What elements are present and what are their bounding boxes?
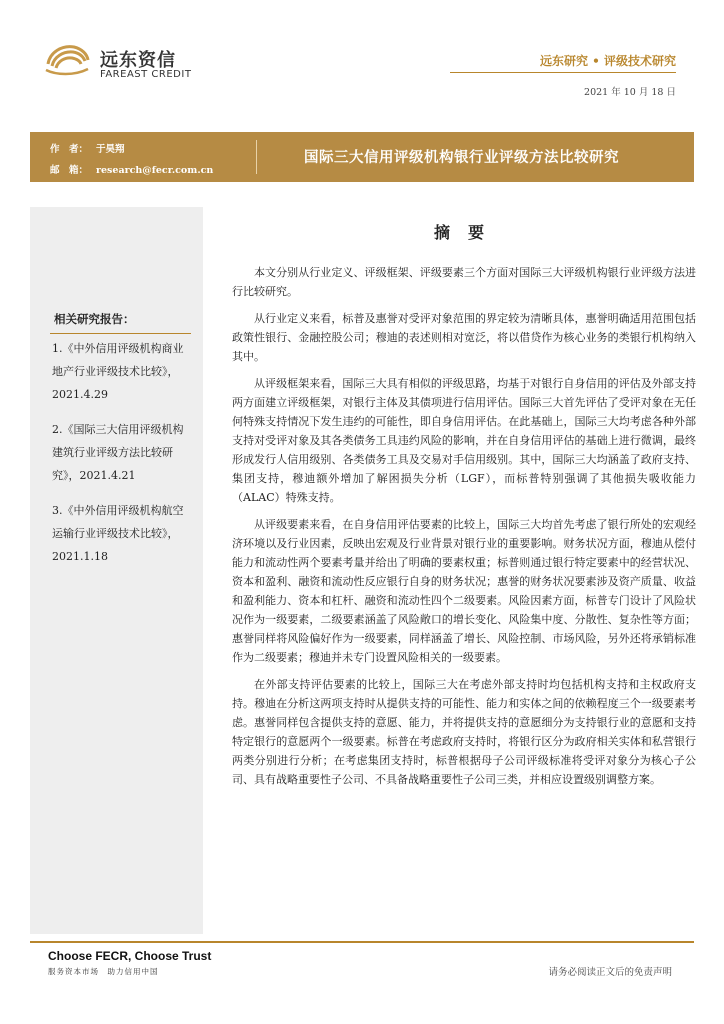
abstract-paragraph: 从评级要素来看，在自身信用评估要素的比较上，国际三大均首先考虑了银行所处的宏观经济环境以及行业因素，反映出宏观及行业背景对银行业的重要影响。财务状况方面，穆迪从偿付能力和流动性两个要素考量并给出了明确的要素权重；标普则通过银行特定要素中的经营状况、资本和盈利、融资和流动性反应银行自身的财务状况；惠誉的财务状况要素涉及资产质量、收益和盈利能力、资本和杠杆、融资和流动性四个二级要素。风险因素方面，标普专门设计了风险状况作为一级要素，二级要素涵盖了风险敞口的增长变化、风险集中度、分散性、复杂性等方面；惠誉同样将风险偏好作为一级要素，同样涵盖了增长、风险控制、市场风险，另外还将承销标准作为二级要素；穆迪并未专门设置风险相关的一级要素。: [232, 518, 696, 664]
fecr-logo: [44, 42, 220, 82]
email-label: 邮 箱：: [50, 165, 89, 176]
email-line: [50, 162, 213, 176]
fecr-logo-icon: [44, 42, 90, 78]
report-series: 远东研究 • 评级技术研究: [539, 54, 676, 68]
author-label: 作 者：: [50, 144, 89, 155]
abstract-heading: 摘要: [434, 223, 503, 242]
related-report-item[interactable]: 2.《国际三大信用评级机构建筑行业评级方法比较研究》，2021.4.21: [52, 423, 184, 482]
abstract-paragraph: 从行业定义来看，标普及惠誉对受评对象范围的界定较为清晰具体，惠誉明确适用范围包括政策性银行、金融控股公司；穆迪的表述则相对宽泛，将以借贷作为核心业务的类银行机构纳入其中。: [232, 312, 696, 363]
abstract-paragraph: 本文分别从行业定义、评级框架、评级要素三个方面对国际三大评级机构银行业评级方法进行比较研究。: [232, 266, 696, 298]
footer-divider: [30, 941, 694, 943]
abstract-body: [232, 263, 696, 797]
related-reports-list: [52, 337, 190, 580]
related-reports-heading: 相关研究报告：: [54, 312, 135, 326]
footer-tagline: 服务资本市场 助力信用中国: [48, 967, 159, 976]
related-report-item[interactable]: 1.《中外信用评级机构商业地产行业评级技术比较》，2021.4.29: [52, 342, 184, 401]
email-address[interactable]: research@fecr.com.cn: [96, 165, 214, 176]
footer-slogan: Choose FECR, Choose Trust: [48, 949, 212, 963]
sidebar-divider: [50, 333, 191, 334]
logo-chinese-name: 远东资信: [100, 50, 176, 71]
report-title: 国际三大信用评级机构银行业评级方法比较研究: [304, 149, 619, 166]
author-name: 于昊翔: [96, 144, 125, 155]
logo-english-name: FAREAST CREDIT: [100, 69, 192, 80]
report-date: 2021 年 10 月 18 日: [584, 87, 676, 98]
abstract-paragraph: 在外部支持评估要素的比较上，国际三大在考虑外部支持时均包括机构支持和主权政府支持。穆迪在分析这两项支持时从提供支持的可能性、能力和实体之间的依赖程度三个一级要素考虑。惠誉同样包含提供支持的意愿、能力，并将提供支持的意愿细分为支持银行业的意愿和支持特定银行的意愿两个一级要素。标普在考虑政府支持时，将银行区分为政府相关实体和私营银行两类分别进行分析；在考虑集团支持时，标普根据母子公司评级标准将受评对象分为核心子公司、具有战略重要性子公司、不具备战略重要性子公司三类，并相应设置级别调整方案。: [232, 678, 696, 786]
related-report-item[interactable]: 3.《中外信用评级机构航空运输行业评级技术比较》，2021.1.18: [52, 504, 184, 563]
author-line: [50, 141, 125, 155]
header-divider: [450, 72, 676, 73]
related-reports-sidebar: [30, 207, 203, 934]
disclaimer-note: 请务必阅读正文后的免责声明: [548, 967, 672, 978]
abstract-paragraph: 从评级框架来看，国际三大具有相似的评级思路，均基于对银行自身信用的评估及外部支持两方面建立评级框架，对银行主体及其债项进行信用评估。国际三大首先评估了受评对象在无任何特殊支持情况下发生违约的可能性，即自身信用评估。在此基础上，国际三大均考虑各种外部支持对受评对象及其各类债务工具违约风险的影响，并在自身信用评估的基础上进行微调，最终形成发行人信用级别、各类债务工具及交易对手信用级别。其中，国际三大均涵盖了政府支持、集团支持，穆迪额外增加了解困损失分析（LGF），而标普特别强调了其他损失吸收能力（ALAC）特殊支持。: [232, 377, 696, 504]
banner-divider: [256, 140, 257, 174]
